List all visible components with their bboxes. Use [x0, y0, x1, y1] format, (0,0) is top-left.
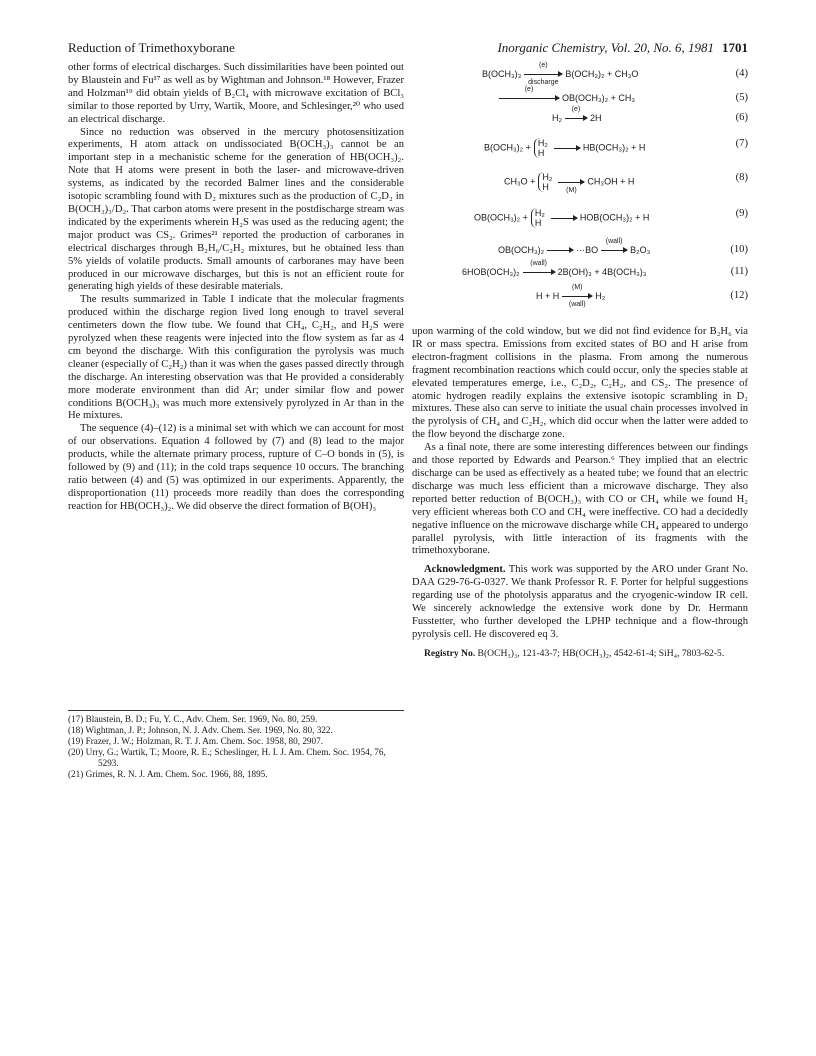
- arrow-label: (wall): [530, 260, 548, 268]
- equation-number: (4): [735, 68, 748, 79]
- equation: [412, 238, 748, 260]
- paragraph: upon warming of the cold window, but we did not find evidence for B₂H₆ via IR or mass spectra. Emissions from excited states of BO and H arise from electron-fragment collisions in the plasma. From among the numerous fragment recombination reactions which could occur, only the species stable at elevated temperatures emerge, i.e., C₂D₂, C₂H₂, and CS₂. The presence of atomic hydrogen readily explains the extensive isotopic scrambling in D₂ mixtures. These also can serve to initiate the usual chain processes involved in the pyrolysis of CH₄ and C₂H₂, which did occur when the latter were added to the flow beyond the discharge zone.: [412, 326, 748, 441]
- eq-rhs: B₂O₃: [630, 245, 651, 255]
- eq-rhs: HB(OCH₃)₂ + H: [582, 142, 646, 153]
- right-column: [412, 62, 748, 659]
- arrow: [547, 250, 573, 251]
- acknowledgment-heading: Acknowledgment.: [424, 564, 506, 576]
- equation-number: (5): [735, 92, 748, 103]
- journal-name: Inorganic Chemistry, Vol. 20, No. 6, 1981: [497, 40, 714, 55]
- equation: [412, 62, 748, 87]
- eq-lhs: OB(OCH₃)₂ +: [474, 212, 528, 223]
- arrow: [523, 260, 555, 273]
- brace-bottom: H: [537, 148, 545, 158]
- eq-lhs: B(OCH₃)₂ +: [484, 142, 531, 153]
- eq-rhs: B(OCH₃)₂ + CH₃O: [565, 69, 639, 79]
- arrow: [554, 148, 580, 149]
- equation-number: (11): [730, 266, 748, 277]
- registry-body: B(OCH₃)₃, 121-43-7; HB(OCH₃)₂, 4542-61-4; SiH₄, 7803-62-5.: [475, 647, 725, 659]
- equation-number: (8): [735, 172, 748, 183]
- eq-rhs: H₂: [595, 291, 606, 301]
- arrow-label: (e): [571, 106, 581, 114]
- reference: (19) Frazer, J. W.; Holzman, R. T. J. Am. Chem. Soc. 1958, 80, 2907.: [68, 736, 323, 746]
- arrow-label: (wall): [568, 301, 586, 309]
- equation: [412, 172, 748, 194]
- reference: (17) Blaustein, B. D.; Fu, Y. C., Adv. Chem. Ser. 1969, No. 80, 259.: [68, 714, 318, 724]
- equation-block: [412, 62, 748, 326]
- brace: [531, 208, 545, 228]
- arrow-label: (e): [539, 62, 548, 70]
- page-number: 1701: [722, 40, 748, 55]
- reference: (21) Grimes, R. N. J. Am. Chem. Soc. 1966, 88, 1895.: [68, 769, 268, 779]
- eq-lhs: 6HOB(OCH₃)₂: [462, 267, 520, 277]
- equation: [412, 138, 748, 158]
- acknowledgment: [412, 564, 748, 641]
- arrow-label: (wall): [605, 238, 623, 246]
- arrow: [551, 218, 577, 219]
- arrow: [558, 182, 584, 194]
- equation: [412, 284, 748, 309]
- paragraph: other forms of electrical discharges. Such dissimilarities have been pointed out by Blaustein and Fu¹⁷ as well as by Wightman and Johnson.¹⁸ However, Frazer and Holzman¹⁹ did obtain yields of B₂Cl₄ with microwave excitation of BCl₃ similar to those reported by Urry, Wartik, Moore, and Schlesinger,²⁰ who used an electrical discharge.: [68, 62, 404, 125]
- brace-bottom: H: [534, 218, 542, 228]
- arrow: [562, 284, 592, 309]
- reference: (18) Wightman, J. P.; Johnson, N. J. Adv. Chem. Ser. 1969, No. 80, 322.: [68, 725, 333, 735]
- arrow: [499, 86, 559, 99]
- brace-bottom: H: [542, 182, 549, 192]
- brace-top: H₂: [542, 172, 553, 182]
- eq-lhs: H₂: [552, 113, 562, 123]
- eq-rhs: 2B(OH)₃ + 4B(OCH₃)₃: [557, 267, 647, 277]
- eq-intermediate: ···BO: [576, 245, 599, 255]
- registry-heading: Registry No.: [424, 647, 476, 659]
- arrow: [524, 62, 562, 87]
- eq-lhs: B(OCH₃)₃: [482, 69, 522, 79]
- arrow-label: (M): [572, 284, 583, 292]
- references: [68, 710, 404, 780]
- arrow: [565, 106, 587, 119]
- eq-rhs: 2H: [590, 113, 602, 123]
- brace: [534, 138, 548, 158]
- paragraph: The sequence (4)–(12) is a minimal set with which we can account for most of our observations. Equation 4 followed by (7) and (8) lead to the major products, while the alternate primary process, rupture of C–O bonds in (5), is followed by (9) and (11); in the cold traps sequence 10 occurs. The branching ratio between (4) and (5) was optimized in our experiments. Apparently, the disproportionation (11) proceeds more readily than does the corresponding reaction for HB(OCH₃)₂. We did observe the direct formation of B(OH)₃: [68, 423, 404, 512]
- arrow-label: discharge: [528, 79, 559, 87]
- equation-number: (7): [735, 138, 748, 149]
- eq-lhs: CH₃O +: [504, 176, 536, 187]
- equation-number: (10): [730, 244, 748, 255]
- paragraph: As a final note, there are some interesting differences between our findings and those reported by Edwards and Pearson.⁶ They implied that an electric discharge can be used as effectively as a heated tube; we found that an electric discharge was much less efficient than a microwave discharge. They also reported better reduction of B(OCH₃)₃ with CO or CH₄ while we found H₂ very efficient whereas both CO and CH₄ were ineffective. CO had a decidedly negative influence on the microwave discharge while CH₄ appeared to undergo parallel pyrolysis, with little interaction of its fragments with the trimethoxyborane.: [412, 442, 748, 557]
- eq-rhs: OB(OCH₃)₂ + CH₃: [562, 93, 636, 103]
- reference: (20) Urry, G.; Wartik, T.; Moore, R. E.; Scheslinger, H. I. J. Am. Chem. Soc. 1954, 76, 5293.: [68, 747, 386, 768]
- equation: [412, 208, 748, 228]
- equation-number: (9): [735, 208, 748, 219]
- eq-rhs: CH₃OH + H: [587, 176, 635, 187]
- eq-lhs: H + H: [536, 291, 560, 301]
- eq-rhs: HOB(OCH₃)₂ + H: [579, 212, 650, 223]
- brace: [538, 172, 552, 192]
- equation: [412, 260, 748, 282]
- left-column: [68, 62, 404, 514]
- equation-number: (12): [730, 290, 748, 301]
- journal-citation: [497, 40, 748, 56]
- acknowledgment-body: This work was supported by the ARO under Grant No. DAA G29-76-G-0327. We thank Professor R. F. Porter for helpful suggestions regarding use of the photolysis apparatus and the cryogenic-window IR cell. We sincerely acknowledge the extensive work done by Dr. Hermann Fusstetter, who further developed the LPHP technique and a flow-through pyrolysis cell. He discovered eq 3.: [412, 564, 748, 640]
- equation-number: (6): [735, 112, 748, 123]
- arrow-label: (e): [524, 86, 534, 94]
- paragraph: The results summarized in Table I indicate that the molecular fragments produced within the discharge region lived long enough to travel several centimeters down the flow tube. We found that CH₄, C₂H₂, and H₂S were pyrolyzed when these reagents were injected into the flow system as far as 4 cm beyond the discharge. With this configuration the pyrolysis was much cleaner (especially of C₂H₂) than it was when the gases passed directly through the discharge. An interesting observation was that He provided a considerably more moderate environment than did Ar; under similar flow and power conditions B(OCH₃)₃ was much more extensively pyrolyzed in Ar than in the He mixtures.: [68, 294, 404, 422]
- equation: [412, 106, 748, 128]
- eq-lhs: OB(OCH₃)₂: [498, 245, 545, 255]
- arrow: [601, 238, 627, 251]
- registry: [412, 648, 748, 660]
- brace-top: H₂: [534, 208, 545, 218]
- running-head: Reduction of Trimethoxyborane: [68, 40, 235, 55]
- brace-top: H₂: [537, 138, 548, 148]
- arrow-label: (M): [566, 186, 577, 194]
- paragraph: Since no reduction was observed in the mercury photosensitization experiments, H atom attack on undissociated B(OCH₃)₃ cannot be an important step in a mechanistic scheme for the generation of HB(OCH₃)₂. Note that H atoms were present in both the laser- and microwave-driven systems, as indicated by the recorded Balmer lines and the considerable isotopic scrambling found with D₂ mixtures such as the production of C₂D₂ in B(OCH₃)₃/D₂. That carbon atoms were present in the postdischarge stream was indicated by the experiments wherein H₂S was used as the reducing agent; the major product was CS₂. Grimes²¹ reported the production of carboranes in electrical discharges through B₂H₆/C₂H₂ mixtures, but he obtained less than 5% yields of volatile products. Small amounts of carboranes may have been produced in our microwave discharges, but this is not an efficient route for generating high yields of these desirable materials.: [68, 126, 404, 293]
